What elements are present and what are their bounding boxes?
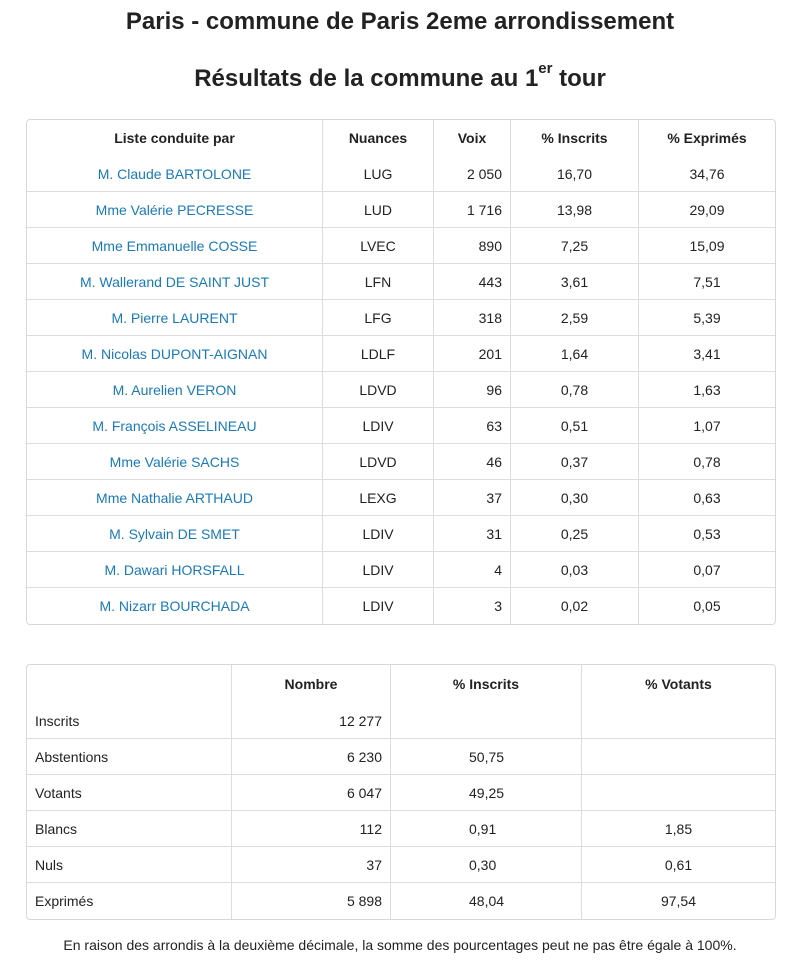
- voix-cell: 443: [434, 264, 511, 300]
- voix-cell: 31: [434, 516, 511, 552]
- results-row: [27, 300, 775, 336]
- voix-cell: 890: [434, 228, 511, 264]
- summary-votants-cell: [582, 775, 775, 811]
- results-row: [27, 480, 775, 516]
- exprimes-cell: 0,53: [639, 516, 775, 552]
- candidate-link[interactable]: M. Wallerand DE SAINT JUST: [27, 264, 323, 300]
- results-row: [27, 516, 775, 552]
- results-row: [27, 552, 775, 588]
- exprimes-cell: 0,63: [639, 480, 775, 516]
- inscrits-cell: 0,02: [511, 588, 639, 624]
- candidate-link[interactable]: M. Aurelien VERON: [27, 372, 323, 408]
- nuance-cell: LDLF: [323, 336, 434, 372]
- exprimes-cell: 5,39: [639, 300, 775, 336]
- results-row: [27, 264, 775, 300]
- summary-inscrits-cell: [391, 703, 582, 739]
- nuance-cell: LUG: [323, 156, 434, 192]
- summary-header-row: [27, 665, 775, 703]
- summary-header-inscrits: % Inscrits: [391, 665, 582, 703]
- subtitle-main: Résultats de la commune au 1: [194, 65, 539, 92]
- subtitle-end: tour: [552, 65, 606, 92]
- inscrits-cell: 0,25: [511, 516, 639, 552]
- results-row: [27, 228, 775, 264]
- subtitle-superscript: er: [538, 60, 553, 77]
- voix-cell: 96: [434, 372, 511, 408]
- voix-cell: 37: [434, 480, 511, 516]
- summary-nombre-cell: 5 898: [232, 883, 391, 919]
- summary-nombre-cell: 112: [232, 811, 391, 847]
- candidate-link[interactable]: Mme Valérie PECRESSE: [27, 192, 323, 228]
- page-subtitle: [0, 60, 800, 94]
- summary-nombre-cell: 6 230: [232, 739, 391, 775]
- nuance-cell: LDVD: [323, 444, 434, 480]
- results-table: [26, 119, 776, 625]
- exprimes-cell: 34,76: [639, 156, 775, 192]
- voix-cell: 1 716: [434, 192, 511, 228]
- page-title: Paris - commune de Paris 2eme arrondissement: [125, 8, 675, 35]
- voix-cell: 46: [434, 444, 511, 480]
- header-nuances: Nuances: [323, 120, 434, 156]
- exprimes-cell: 0,78: [639, 444, 775, 480]
- exprimes-cell: 15,09: [639, 228, 775, 264]
- summary-nombre-cell: 37: [232, 847, 391, 883]
- exprimes-cell: 7,51: [639, 264, 775, 300]
- nuance-cell: LFN: [323, 264, 434, 300]
- results-row: [27, 156, 775, 192]
- nuance-cell: LDVD: [323, 372, 434, 408]
- candidate-link[interactable]: M. Nicolas DUPONT-AIGNAN: [27, 336, 323, 372]
- inscrits-cell: 16,70: [511, 156, 639, 192]
- summary-label-cell: Inscrits: [27, 703, 232, 739]
- summary-label-cell: Abstentions: [27, 739, 232, 775]
- voix-cell: 201: [434, 336, 511, 372]
- candidate-link[interactable]: M. Pierre LAURENT: [27, 300, 323, 336]
- summary-label-cell: Nuls: [27, 847, 232, 883]
- summary-label-cell: Votants: [27, 775, 232, 811]
- results-header-row: [27, 120, 775, 156]
- header-voix: Voix: [434, 120, 511, 156]
- summary-nombre-cell: 6 047: [232, 775, 391, 811]
- rounding-note: En raison des arrondis à la deuxième décimale, la somme des pourcentages peut ne pas être égale à 100%.: [63, 937, 737, 953]
- candidate-link[interactable]: M. Nizarr BOURCHADA: [27, 588, 323, 624]
- candidate-link[interactable]: M. Sylvain DE SMET: [27, 516, 323, 552]
- nuance-cell: LUD: [323, 192, 434, 228]
- voix-cell: 2 050: [434, 156, 511, 192]
- nuance-cell: LDIV: [323, 408, 434, 444]
- summary-votants-cell: [582, 703, 775, 739]
- exprimes-cell: 0,05: [693, 598, 721, 614]
- summary-votants-cell: 0,61: [582, 847, 775, 883]
- inscrits-cell: 0,03: [511, 552, 639, 588]
- summary-row: [27, 775, 775, 811]
- nuance-cell: LDIV: [323, 588, 434, 624]
- summary-header-votants: % Votants: [645, 676, 712, 692]
- inscrits-cell: 13,98: [511, 192, 639, 228]
- candidate-link[interactable]: Mme Valérie SACHS: [27, 444, 323, 480]
- summary-label-cell: Blancs: [27, 811, 232, 847]
- summary-nombre-cell: 12 277: [232, 703, 391, 739]
- inscrits-cell: 0,30: [511, 480, 639, 516]
- results-row: [27, 444, 775, 480]
- exprimes-cell: 3,41: [639, 336, 775, 372]
- header-inscrits: % Inscrits: [511, 120, 639, 156]
- header-liste: Liste conduite par: [27, 120, 323, 156]
- voix-cell: 63: [434, 408, 511, 444]
- exprimes-cell: 29,09: [639, 192, 775, 228]
- results-row: [27, 408, 775, 444]
- nuance-cell: LDIV: [323, 516, 434, 552]
- inscrits-cell: 3,61: [511, 264, 639, 300]
- summary-inscrits-cell: 49,25: [391, 775, 582, 811]
- nuance-cell: LEXG: [323, 480, 434, 516]
- results-row: [27, 588, 775, 624]
- inscrits-cell: 0,78: [511, 372, 639, 408]
- summary-votants-cell: [582, 739, 775, 775]
- results-row: [27, 372, 775, 408]
- results-row: [27, 336, 775, 372]
- candidate-link[interactable]: Mme Nathalie ARTHAUD: [27, 480, 323, 516]
- summary-header-nombre: Nombre: [232, 665, 391, 703]
- summary-inscrits-cell: 48,04: [391, 883, 582, 919]
- header-exprimes: % Exprimés: [667, 130, 747, 146]
- candidate-link[interactable]: Mme Emmanuelle COSSE: [27, 228, 323, 264]
- summary-header-empty: [27, 665, 232, 703]
- summary-label-cell: Exprimés: [27, 883, 232, 919]
- candidate-link[interactable]: M. François ASSELINEAU: [27, 408, 323, 444]
- nuance-cell: LDIV: [323, 552, 434, 588]
- exprimes-cell: 1,63: [639, 372, 775, 408]
- summary-row: [27, 847, 775, 883]
- inscrits-cell: 0,37: [511, 444, 639, 480]
- nuance-cell: LFG: [323, 300, 434, 336]
- summary-votants-cell: 97,54: [660, 893, 697, 909]
- summary-inscrits-cell: 50,75: [391, 739, 582, 775]
- candidate-link[interactable]: M. Dawari HORSFALL: [27, 552, 323, 588]
- summary-votants-cell: 1,85: [582, 811, 775, 847]
- summary-table: [26, 664, 776, 920]
- summary-row: [27, 811, 775, 847]
- results-row: [27, 192, 775, 228]
- nuance-cell: LVEC: [323, 228, 434, 264]
- inscrits-cell: 0,51: [511, 408, 639, 444]
- summary-inscrits-cell: 0,30: [391, 847, 582, 883]
- exprimes-cell: 0,07: [639, 552, 775, 588]
- summary-inscrits-cell: 0,91: [391, 811, 582, 847]
- inscrits-cell: 7,25: [511, 228, 639, 264]
- summary-row: [27, 883, 775, 919]
- voix-cell: 3: [434, 588, 511, 624]
- inscrits-cell: 1,64: [511, 336, 639, 372]
- summary-row: [27, 739, 775, 775]
- candidate-link[interactable]: M. Claude BARTOLONE: [27, 156, 323, 192]
- inscrits-cell: 2,59: [511, 300, 639, 336]
- voix-cell: 318: [434, 300, 511, 336]
- exprimes-cell: 1,07: [639, 408, 775, 444]
- summary-row: [27, 703, 775, 739]
- voix-cell: 4: [434, 552, 511, 588]
